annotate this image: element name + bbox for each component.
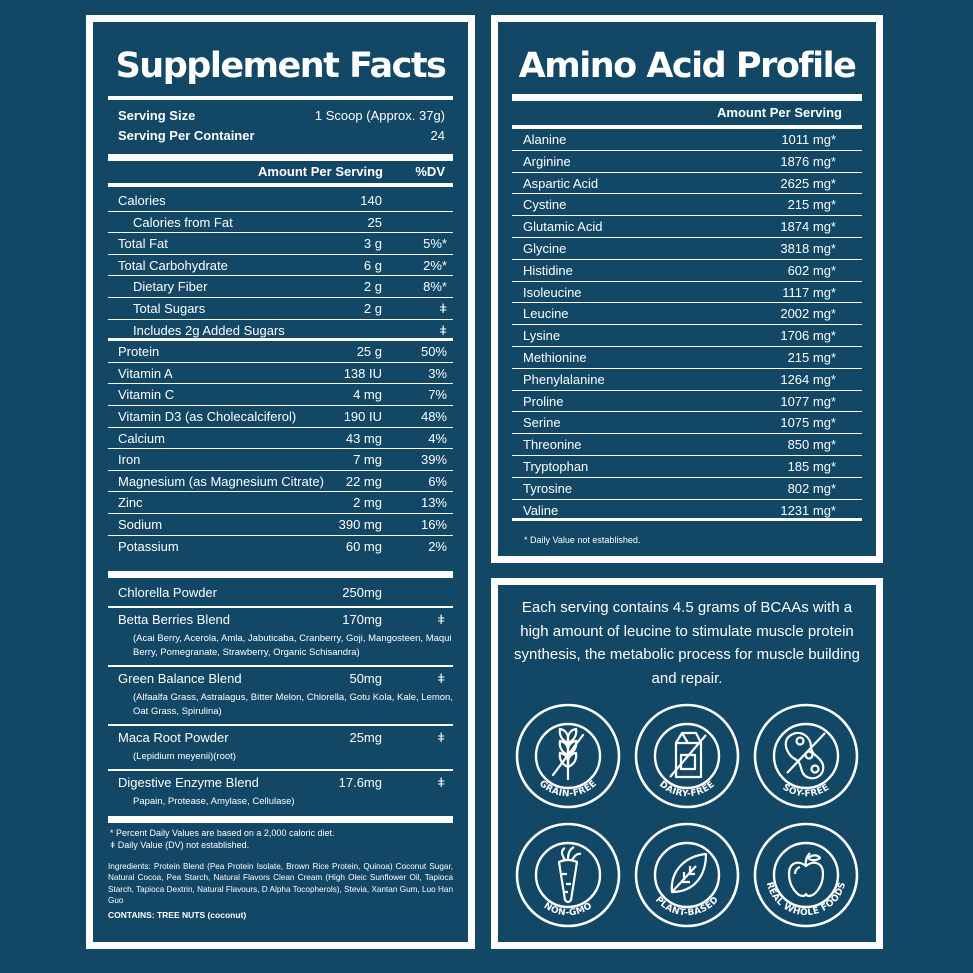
supplement-facts-panel bbox=[86, 15, 475, 949]
amino-value: 1706 mg* bbox=[780, 328, 836, 344]
blend-row bbox=[108, 608, 453, 667]
serving-size-value: 1 Scoop (Approx. 37g) bbox=[314, 108, 445, 123]
badge-label: PLANT-BASED bbox=[653, 895, 721, 919]
nutrient-name: Vitamin A bbox=[118, 365, 173, 381]
nutrient-row bbox=[108, 536, 453, 558]
amino-row bbox=[512, 238, 862, 260]
nutrient-dv: 50% bbox=[420, 344, 447, 360]
badge-label: NON-GMO bbox=[541, 901, 595, 919]
nutrient-amount: 140 bbox=[360, 193, 382, 208]
nutrient-amount: 4 mg bbox=[353, 387, 382, 403]
servings-value: 24 bbox=[430, 128, 445, 143]
amino-name: Proline bbox=[523, 393, 564, 409]
footnotes bbox=[108, 827, 453, 851]
nutrient-amount: 60 mg bbox=[345, 538, 382, 554]
amino-name: Alanine bbox=[523, 132, 567, 147]
badge-non-gmo bbox=[515, 822, 621, 928]
supplement-facts-title: Supplement Facts bbox=[115, 46, 446, 86]
nutrient-row bbox=[108, 233, 453, 255]
nutrient-amount: 2 g bbox=[363, 300, 382, 316]
nutrient-amount: 7 mg bbox=[353, 452, 382, 468]
amount-header-row bbox=[108, 161, 453, 183]
nutrient-dv: 3% bbox=[428, 365, 447, 381]
amino-name: Arginine bbox=[523, 153, 571, 169]
nutrient-amount: 390 mg bbox=[338, 516, 382, 532]
bcaa-description: Each serving contains 4.5 grams of BCAAs with a high amount of leucine to stimulate muscle protein synthesis, the metabolic process for muscle building and repair. bbox=[514, 599, 860, 687]
nutrient-row bbox=[108, 428, 453, 450]
amino-acid-panel bbox=[491, 15, 883, 563]
nutrient-name: Sodium bbox=[118, 516, 163, 532]
nutrient-name: Vitamin D3 (as Cholecalciferol) bbox=[118, 408, 297, 424]
amino-row bbox=[512, 500, 862, 522]
amino-value: 850 mg* bbox=[787, 437, 836, 453]
nutrient-name: Calories from Fat bbox=[133, 214, 233, 230]
svg-text:SOY-FREE bbox=[781, 783, 832, 800]
amino-name: Phenylalanine bbox=[523, 371, 605, 387]
amino-name: Aspartic Acid bbox=[523, 175, 599, 191]
amino-row bbox=[512, 325, 862, 347]
amino-name: Histidine bbox=[523, 262, 573, 278]
amino-value: 1264 mg* bbox=[780, 371, 836, 387]
nutrient-row bbox=[108, 514, 453, 536]
divider bbox=[108, 154, 453, 161]
blend-ingredients: Papain, Protease, Amylase, Cellulase) bbox=[133, 796, 295, 808]
nutrient-amount: 43 mg bbox=[345, 430, 382, 446]
nutrient-row bbox=[108, 320, 453, 342]
blend-row bbox=[108, 771, 453, 814]
amino-name: Threonine bbox=[523, 437, 582, 453]
nutrient-dv: 7% bbox=[428, 387, 447, 403]
amino-value: 215 mg* bbox=[787, 197, 836, 213]
badge-dairy-free bbox=[634, 703, 740, 809]
badge-real-whole-foods bbox=[753, 822, 859, 928]
nutrient-dv: 8%* bbox=[423, 279, 447, 295]
amino-name: Valine bbox=[523, 502, 559, 518]
carrot-icon bbox=[559, 847, 581, 902]
nutrient-name: Includes 2g Added Sugars bbox=[133, 322, 285, 338]
amino-value: 1075 mg* bbox=[780, 415, 836, 431]
amino-list bbox=[512, 129, 862, 521]
nutrient-row bbox=[108, 255, 453, 277]
blend-amount: 50mg bbox=[349, 671, 382, 687]
blend-amount: 17.6mg bbox=[338, 775, 382, 791]
nutrient-amount: 2 g bbox=[363, 279, 382, 295]
blend-name: Betta Berries Blend bbox=[118, 612, 231, 628]
nutrient-dv: 48% bbox=[420, 408, 447, 424]
blend-row bbox=[108, 667, 453, 726]
footnote-dv: * Percent Daily Values are based on a 2,000 caloric diet. bbox=[110, 828, 335, 839]
ingredients-text: Ingredients: Protein Blend (Pea Protein Isolate, Brown Rice Protein, Quinoa) Coconut Sugar, Natural Cocoa, Pea Starch, Natural Flavors Clean Cream (High Oleic Sunflower Oil, Tapioca Starch, Tapioca Dextrin, Natural Flavours, D Alpha Tocopherols), Stevia, Xantan Gum, Luo Han Guo bbox=[108, 862, 453, 905]
blend-amount: 250mg bbox=[342, 585, 382, 601]
nutrient-dv: 5%* bbox=[423, 236, 447, 252]
nutrient-amount: 138 IU bbox=[343, 365, 382, 381]
nutrient-dv: 13% bbox=[420, 495, 447, 511]
nutrient-row bbox=[108, 406, 453, 428]
badge-graphic bbox=[634, 703, 740, 809]
nutrient-name: Protein bbox=[118, 344, 160, 360]
nutrient-amount: 25 bbox=[367, 214, 382, 230]
blend-name: Digestive Enzyme Blend bbox=[118, 775, 259, 791]
amino-row bbox=[512, 369, 862, 391]
nutrient-name: Total Sugars bbox=[133, 300, 206, 316]
amino-row bbox=[512, 347, 862, 369]
badge-soy-free bbox=[753, 703, 859, 809]
amino-value: 802 mg* bbox=[787, 480, 836, 496]
blend-name: Maca Root Powder bbox=[118, 730, 229, 746]
nutrient-dv: ǂ bbox=[439, 322, 447, 338]
nutrient-name: Dietary Fiber bbox=[133, 279, 208, 295]
amino-value: 1117 mg* bbox=[782, 284, 836, 300]
nutrient-name: Iron bbox=[118, 452, 141, 468]
badge-graphic bbox=[753, 822, 859, 928]
amino-value: 1231 mg* bbox=[780, 502, 836, 518]
nutrient-name: Magnesium (as Magnesium Citrate) bbox=[118, 473, 324, 489]
blend-ingredients: (Lepidium meyenii)(root) bbox=[133, 751, 236, 763]
amino-name: Methionine bbox=[523, 349, 587, 365]
nutrient-name: Zinc bbox=[118, 495, 143, 511]
amino-value: 1011 mg* bbox=[781, 132, 836, 147]
bcaa-panel bbox=[491, 578, 883, 949]
svg-text:NON-GMO bbox=[542, 901, 594, 918]
amino-value: 215 mg* bbox=[787, 349, 836, 365]
nutrient-dv: 39% bbox=[420, 452, 447, 468]
serving-size-label: Serving Size bbox=[118, 108, 196, 123]
amino-value: 2625 mg* bbox=[780, 175, 836, 191]
amino-name: Glutamic Acid bbox=[523, 219, 603, 235]
amino-value: 602 mg* bbox=[787, 262, 836, 278]
blend-row bbox=[108, 581, 453, 608]
blend-ingredients: (Alfaalfa Grass, Astralagus, Bitter Melon, Chlorella, Gotu Kola, Kale, Lemon, Oat Grass, Spirulina) bbox=[133, 692, 453, 718]
nutrient-name: Total Carbohydrate bbox=[118, 257, 228, 273]
nutrient-row bbox=[108, 190, 453, 212]
nutrient-dv: ǂ bbox=[439, 300, 447, 316]
nutrient-amount: 25 g bbox=[356, 344, 382, 360]
amino-name: Glycine bbox=[523, 240, 567, 256]
serving-size-row bbox=[108, 106, 453, 126]
nutrient-amount: 2 mg bbox=[353, 495, 382, 511]
blend-row bbox=[108, 726, 453, 771]
allergen-text: CONTAINS: TREE NUTS (coconut) bbox=[108, 910, 247, 921]
nutrient-row bbox=[108, 341, 453, 363]
svg-text:DAIRY-FREE bbox=[657, 780, 717, 800]
nutrient-amount: 6 g bbox=[363, 257, 382, 273]
blend-name: Green Balance Blend bbox=[118, 671, 242, 687]
amino-row bbox=[512, 303, 862, 325]
badge-label: SOY-FREE bbox=[780, 782, 832, 800]
nutrient-dv: 4% bbox=[428, 430, 447, 446]
blend-dv: ǂ bbox=[437, 730, 445, 746]
amino-row bbox=[512, 216, 862, 238]
divider bbox=[108, 816, 453, 823]
amino-table bbox=[512, 94, 862, 545]
nutrient-row bbox=[108, 384, 453, 406]
amino-value: 3818 mg* bbox=[780, 240, 836, 256]
milk-carton-icon bbox=[670, 733, 706, 777]
amino-row bbox=[512, 260, 862, 282]
servings-label: Serving Per Container bbox=[118, 128, 255, 143]
amino-row bbox=[512, 391, 862, 413]
soybean-icon bbox=[786, 733, 825, 778]
amino-name: Tyrosine bbox=[523, 480, 573, 496]
amino-value: 1077 mg* bbox=[780, 393, 836, 409]
badge-graphic bbox=[634, 822, 740, 928]
amino-footnote: * Daily Value not established. bbox=[524, 535, 641, 546]
amino-name: Tryptophan bbox=[523, 458, 589, 474]
nutrient-dv: 16% bbox=[420, 516, 447, 532]
blend-amount: 170mg bbox=[342, 612, 382, 628]
amino-row bbox=[512, 434, 862, 456]
nutrient-amount: 3 g bbox=[363, 236, 382, 252]
amino-row bbox=[512, 129, 862, 151]
blend-name: Chlorella Powder bbox=[118, 585, 217, 601]
nutrient-name: Total Fat bbox=[118, 236, 168, 252]
nutrient-list bbox=[108, 190, 453, 557]
badge-plant-based bbox=[634, 822, 740, 928]
badge-grain-free bbox=[515, 703, 621, 809]
blend-dv: ǂ bbox=[437, 612, 445, 628]
amino-row bbox=[512, 173, 862, 195]
footnote-not-established: ǂ Daily Value (DV) not established. bbox=[110, 840, 250, 851]
nutrient-amount: 190 IU bbox=[343, 408, 382, 424]
nutrient-dv: 2%* bbox=[423, 257, 447, 273]
amino-name: Leucine bbox=[523, 306, 569, 322]
nutrient-dv: 2% bbox=[428, 538, 447, 554]
divider bbox=[512, 94, 862, 101]
amino-name: Cystine bbox=[523, 197, 567, 213]
amino-amount-header: Amount Per Serving bbox=[717, 105, 842, 120]
nutrient-name: Calcium bbox=[118, 430, 165, 446]
blend-list bbox=[108, 581, 453, 814]
servings-row bbox=[108, 126, 453, 146]
nutrient-name: Vitamin C bbox=[118, 387, 175, 403]
amino-value: 2002 mg* bbox=[780, 306, 836, 322]
nutrient-row bbox=[108, 471, 453, 493]
nutrient-dv: 6% bbox=[428, 473, 447, 489]
badge-graphic bbox=[515, 703, 621, 809]
leaf-icon bbox=[672, 854, 706, 892]
amino-acid-title: Amino Acid Profile bbox=[518, 46, 856, 86]
divider bbox=[108, 183, 453, 187]
amino-name: Serine bbox=[523, 415, 561, 431]
amino-row bbox=[512, 478, 862, 500]
nutrient-row bbox=[108, 212, 453, 234]
badge-label: DAIRY-FREE bbox=[657, 779, 717, 800]
amino-row bbox=[512, 456, 862, 478]
divider bbox=[108, 571, 453, 578]
amino-name: Isoleucine bbox=[523, 284, 582, 300]
blend-dv: ǂ bbox=[437, 775, 445, 791]
nutrient-row bbox=[108, 298, 453, 320]
badge-label: REAL WHOLE FOODS bbox=[763, 881, 849, 919]
amount-header: Amount Per Serving bbox=[258, 164, 383, 179]
badge-graphic bbox=[515, 822, 621, 928]
nutrient-amount: 22 mg bbox=[345, 473, 382, 489]
amino-value: 1874 mg* bbox=[780, 219, 836, 235]
badge-graphic bbox=[753, 703, 859, 809]
nutrient-row bbox=[108, 492, 453, 514]
amino-row bbox=[512, 194, 862, 216]
nutrient-name: Calories bbox=[118, 193, 166, 208]
amino-row bbox=[512, 412, 862, 434]
wheat-icon bbox=[553, 729, 583, 779]
amino-row bbox=[512, 151, 862, 173]
blend-amount: 25mg bbox=[349, 730, 382, 746]
nutrient-row bbox=[108, 449, 453, 471]
supplement-table bbox=[108, 96, 453, 920]
nutrient-row bbox=[108, 363, 453, 385]
dv-header: %DV bbox=[415, 164, 445, 179]
amino-row bbox=[512, 282, 862, 304]
nutrient-name: Potassium bbox=[118, 538, 179, 554]
apple-icon bbox=[789, 853, 823, 896]
amino-value: 1876 mg* bbox=[780, 153, 836, 169]
nutrient-row bbox=[108, 276, 453, 298]
blend-dv: ǂ bbox=[437, 671, 445, 687]
badge-label: GRAIN-FREE bbox=[537, 778, 599, 800]
amino-name: Lysine bbox=[523, 328, 561, 344]
blend-ingredients: (Acai Berry, Acerola, Amla, Jabuticaba, Cranberry, Goji, Mangosteen, Maqui Berry, Pomegranate, Strawberry, Organic Schisandra) bbox=[133, 633, 452, 659]
amino-value: 185 mg* bbox=[787, 458, 836, 474]
